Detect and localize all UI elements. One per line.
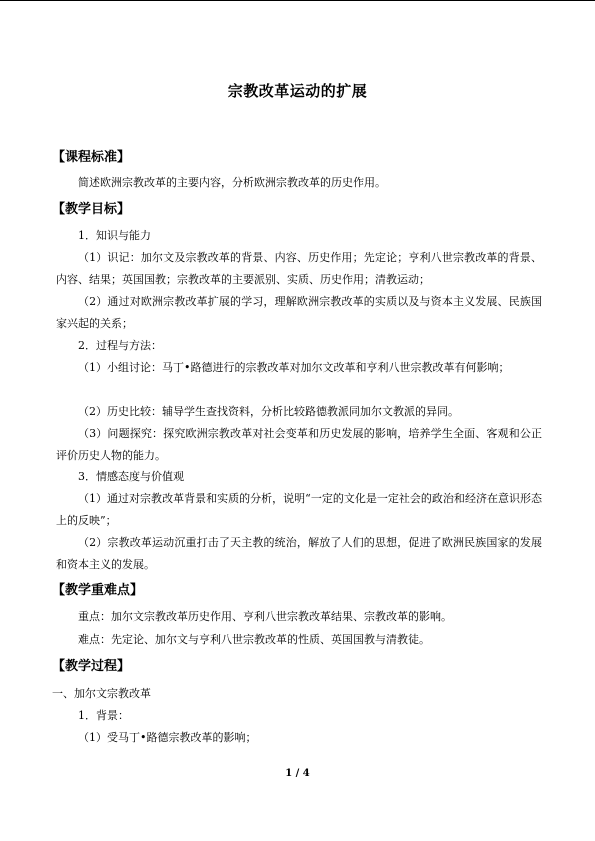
heading-teaching-process: 【教学过程】 [52,659,131,674]
page-number: 1 / 4 [285,768,310,779]
page-top-rule [0,0,595,1]
process-part-1-item-1: 1．背景： [78,709,129,722]
heading-course-standard: 【课程标准】 [52,150,131,165]
objective-3-title: 3．情感态度与价值观 [78,470,184,483]
objective-1-point-2: （2）通过对欧洲宗教改革扩展的学习，理解欧洲宗教改革的实质以及与资本主义发展、民族国家兴起的关系； [56,295,542,330]
key-difficulty-text: 难点：先定论、加尔文与亨利八世宗教改革的性质、英国国教与清教徒。 [78,633,430,646]
objective-2-point-1: （1）小组讨论：马丁•路德进行的宗教改革对加尔文改革和亨利八世宗教改革有何影响； [78,361,510,374]
objective-1-point-1: （1）识记：加尔文及宗教改革的背景、内容、历史作用；先定论；亨利八世宗教改革的背景、内容、结果；英国国教；宗教改革的主要派别、实质、历史作用；清教运动； [56,251,542,286]
objective-2-point-2: （2）历史比较：辅导学生查找资料，分析比较路德教派同加尔文教派的异同。 [78,405,459,418]
course-standard-text: 简述欧洲宗教改革的主要内容，分析欧洲宗教改革的历史作用。 [78,176,386,189]
heading-key-points: 【教学重难点】 [52,583,144,598]
objective-3-point-2: （2）宗教改革运动沉重打击了天主教的统治，解放了人们的思想，促进了欧洲民族国家的发展和资本主义的发展。 [56,536,542,571]
objective-2-point-3: （3）问题探究：探究欧洲宗教改革对社会变革和历史发展的影响，培养学生全面、客观和公正评价历史人物的能力。 [56,427,542,462]
document-title: 宗教改革运动的扩展 [227,82,368,100]
objective-2-title: 2．过程与方法： [78,339,162,352]
process-part-1-item-1-point-1: （1）受马丁•路德宗教改革的影响； [78,731,257,744]
objective-1-title: 1．知识与能力 [78,229,151,242]
process-part-1-title: 一、加尔文宗教改革 [52,687,151,700]
key-focus-text: 重点：加尔文宗教改革历史作用、亨利八世宗教改革结果、宗教改革的影响。 [78,610,452,623]
objective-3-point-1: （1）通过对宗教改革背景和实质的分析，说明“一定的文化是一定社会的政治和经济在意识形态上的反映”； [56,492,542,527]
heading-objectives: 【教学目标】 [52,202,131,217]
